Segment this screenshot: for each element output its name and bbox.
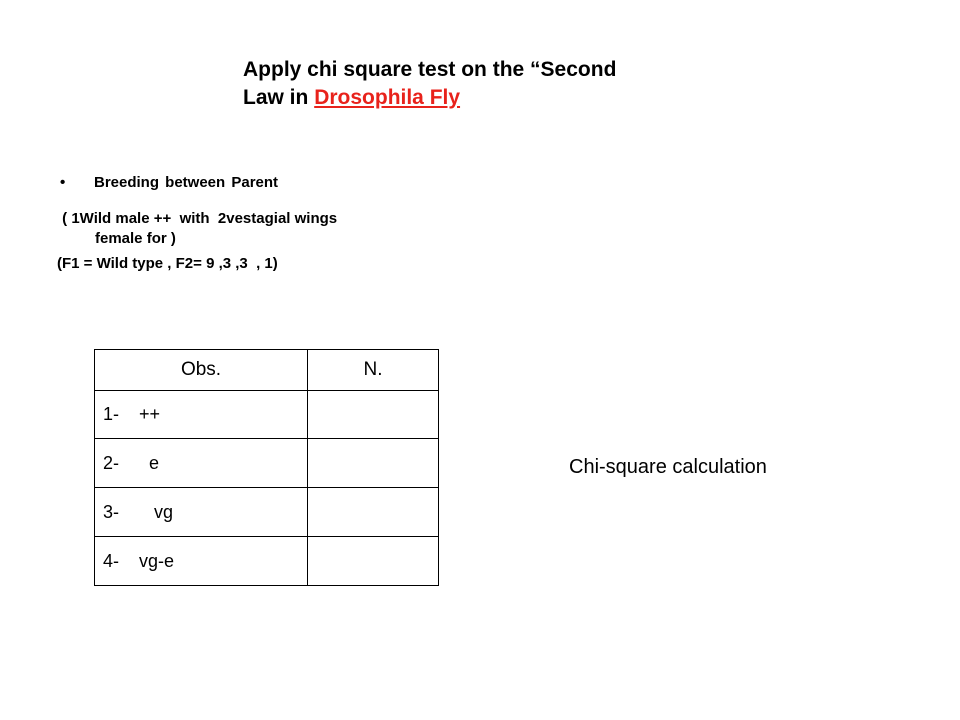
- parent-description-line-2: female for ): [95, 230, 176, 247]
- slide-title: [243, 56, 723, 112]
- table-row: [95, 439, 439, 488]
- observation-table: [94, 349, 439, 586]
- drosophila-fly-link[interactable]: Drosophila Fly: [314, 86, 461, 109]
- bullet-text: Breeding between Parent: [94, 174, 279, 191]
- bullet-item: [60, 174, 278, 191]
- row-value: [308, 488, 439, 537]
- title-line-1: Apply chi square test on the “Second: [243, 58, 617, 81]
- table-header-row: [95, 350, 439, 391]
- header-n: N.: [308, 350, 439, 391]
- chi-square-label: Chi-square calculation: [569, 456, 767, 478]
- title-line-2-prefix: Law in: [243, 86, 315, 109]
- row-label: 4- vg-e: [95, 537, 308, 586]
- row-value: [308, 391, 439, 439]
- table-row: [95, 537, 439, 586]
- header-obs: Obs.: [95, 350, 308, 391]
- row-value: [308, 439, 439, 488]
- table-row: [95, 391, 439, 439]
- table-row: [95, 488, 439, 537]
- parent-description-line-1: ( 1Wild male ++ with 2vestagial wings: [58, 210, 338, 227]
- row-value: [308, 537, 439, 586]
- row-label: 2- e: [95, 439, 308, 488]
- bullet-icon: •: [60, 174, 66, 191]
- ratio-description: (F1 = Wild type , F2= 9 ,3 ,3 , 1): [57, 255, 278, 272]
- parent-description: [58, 209, 428, 249]
- row-label: 1- ++: [95, 391, 308, 439]
- row-label: 3- vg: [95, 488, 308, 537]
- title-line-2: [243, 84, 723, 112]
